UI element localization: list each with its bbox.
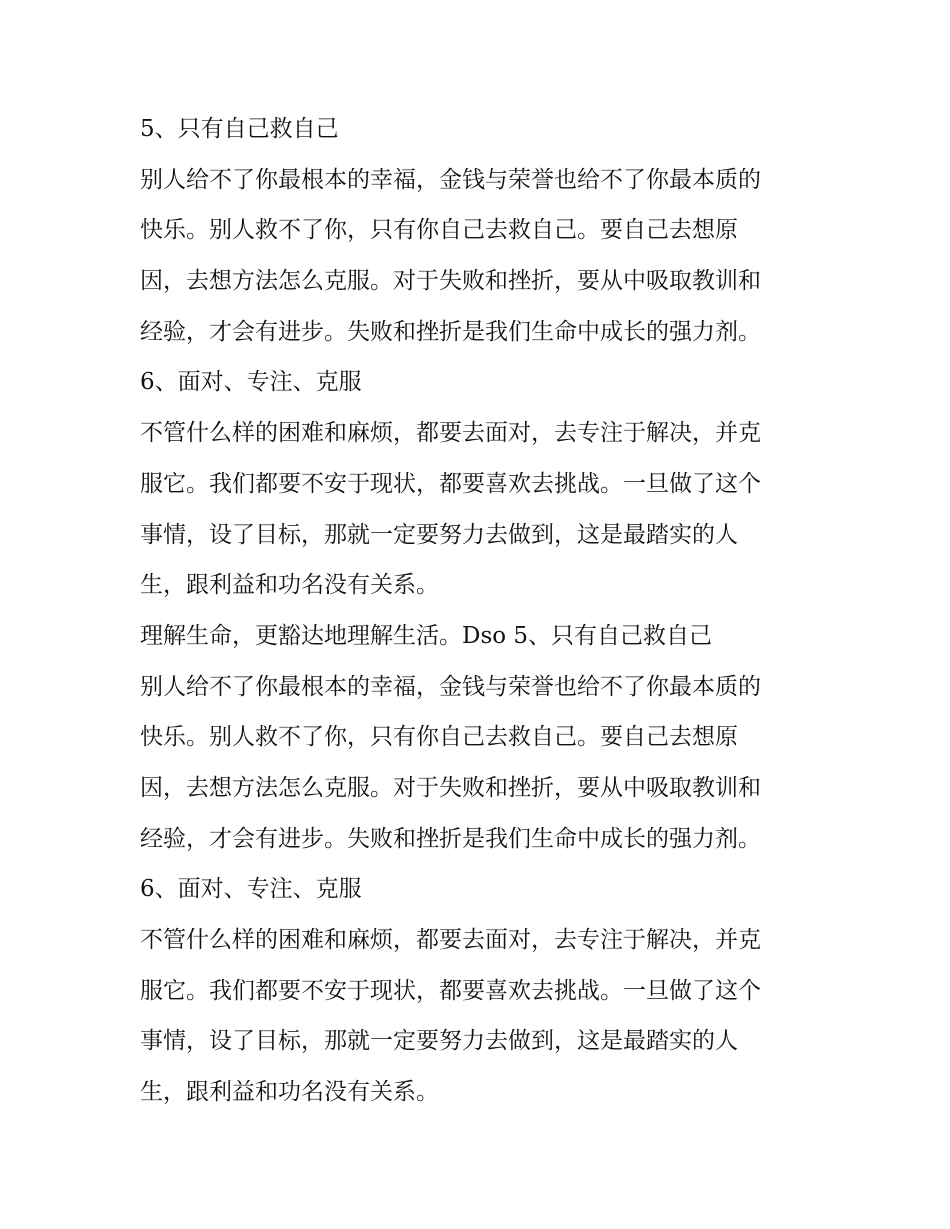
paragraph-line: 因，去想方法怎么克服。对于失败和挫折，要从中吸取教训和 xyxy=(140,268,761,295)
paragraph-line: 事情，设了目标，那就一定要努力去做到，这是最踏实的人 xyxy=(140,1028,738,1055)
heading-line: 6、面对、专注、克服 xyxy=(140,369,362,396)
paragraph-line: 经验，才会有进步。失败和挫折是我们生命中成长的强力剂。 xyxy=(140,318,761,345)
paragraph-line: 因，去想方法怎么克服。对于失败和挫折，要从中吸取教训和 xyxy=(140,774,761,801)
paragraph-line: 生，跟利益和功名没有关系。 xyxy=(140,572,439,599)
paragraph-line: 经验，才会有进步。失败和挫折是我们生命中成长的强力剂。 xyxy=(140,825,761,852)
paragraph-line: 快乐。别人救不了你，只有你自己去救自己。要自己去想原 xyxy=(140,724,738,751)
paragraph-line: 快乐。别人救不了你，只有你自己去救自己。要自己去想原 xyxy=(140,217,738,244)
paragraph-line: 不管什么样的困难和麻烦，都要去面对，去专注于解决，并克 xyxy=(140,927,761,953)
paragraph-line: 理解生命，更豁达地理解生活。Dso 5、只有自己救自己 xyxy=(140,622,713,649)
paragraph-line: 服它。我们都要不安于现状，都要喜欢去挑战。一旦做了这个 xyxy=(140,470,761,497)
paragraph-line: 生，跟利益和功名没有关系。 xyxy=(140,1079,439,1106)
paragraph-line: 不管什么样的困难和麻烦，都要去面对，去专注于解决，并克 xyxy=(140,420,761,447)
paragraph-line: 服它。我们都要不安于现状，都要喜欢去挑战。一旦做了这个 xyxy=(140,977,761,1004)
document-body xyxy=(140,104,830,1118)
heading-line: 6、面对、专注、克服 xyxy=(140,876,362,903)
paragraph-line: 事情，设了目标，那就一定要努力去做到，这是最踏实的人 xyxy=(140,521,738,548)
heading-line: 5、只有自己救自己 xyxy=(140,116,339,142)
paragraph-line: 别人给不了你最根本的幸福，金钱与荣誉也给不了你最本质的 xyxy=(140,166,761,193)
paragraph-line: 别人给不了你最根本的幸福，金钱与荣誉也给不了你最本质的 xyxy=(140,673,761,700)
